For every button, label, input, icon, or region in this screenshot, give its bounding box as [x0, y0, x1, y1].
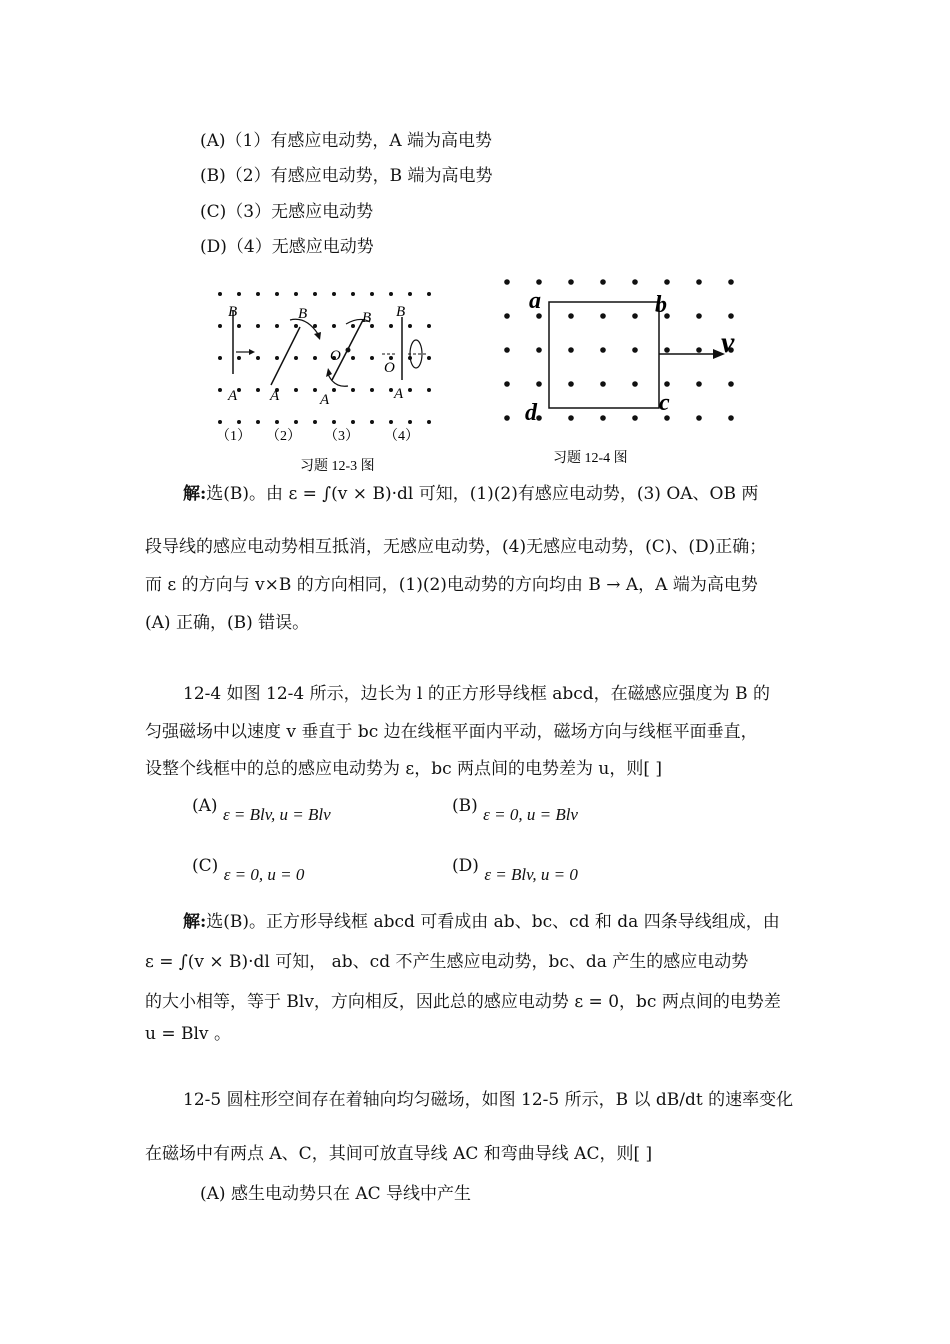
field-dot	[536, 279, 542, 285]
field-dot	[370, 356, 374, 360]
option-12-3-c: (C)（3）无感应电动势	[200, 202, 374, 222]
field-dot	[237, 292, 241, 296]
field-dot	[600, 347, 606, 353]
field-dot	[504, 347, 510, 353]
field-dot	[427, 356, 431, 360]
field-dot	[256, 356, 260, 360]
field-dot	[313, 420, 317, 424]
fig123-label-b4: B	[396, 304, 406, 320]
figure-12-3	[200, 282, 440, 472]
fig123-label-b2: B	[298, 306, 308, 322]
field-dot	[351, 356, 355, 360]
fig123-label-a3: A	[320, 392, 330, 408]
option-12-4-b: (B) ε = 0, u = Blv	[452, 796, 578, 824]
field-dot	[313, 292, 317, 296]
solution-12-3-line-3: 而 ε 的方向与 v×B 的方向相同，(1)(2)电动势的方向均由 B → A，A 端为高电势	[145, 575, 758, 595]
option-12-3-b: (B)（2）有感应电动势，B 端为高电势	[200, 166, 493, 186]
field-dot	[632, 279, 638, 285]
field-dot	[696, 415, 702, 421]
field-dot	[600, 313, 606, 319]
fig123-label-b3: B	[362, 310, 372, 326]
question-12-4-line-3: 设整个线框中的总的感应电动势为 ε，bc 两点间的电势差为 u，则[ ]	[145, 759, 663, 779]
solution-12-4-line-3: 的大小相等，等于 Blv，方向相反，因此总的感应电动势 ε = 0，bc 两点间的电势差	[145, 992, 781, 1012]
field-dot	[664, 415, 670, 421]
field-dot	[237, 388, 241, 392]
field-dot	[632, 415, 638, 421]
field-dot	[536, 347, 542, 353]
field-dot	[696, 347, 702, 353]
field-dot	[504, 313, 510, 319]
field-dot	[568, 415, 574, 421]
field-dot	[370, 388, 374, 392]
field-dot	[664, 279, 670, 285]
field-dot	[332, 388, 336, 392]
fig123-label-b1: B	[228, 304, 238, 320]
field-dot	[696, 381, 702, 387]
field-dot	[237, 324, 241, 328]
field-dot	[256, 420, 260, 424]
option-12-3-a: (A)（1）有感应电动势，A 端为高电势	[200, 131, 493, 151]
field-dot	[370, 292, 374, 296]
field-dot	[237, 356, 241, 360]
field-dot	[664, 381, 670, 387]
field-dot	[568, 381, 574, 387]
field-dot	[218, 388, 222, 392]
field-dot	[275, 292, 279, 296]
field-dot	[294, 324, 298, 328]
option-12-4-d: (D) ε = Blv, u = 0	[452, 856, 578, 884]
field-dot	[332, 420, 336, 424]
field-dot	[351, 324, 355, 328]
field-dot	[389, 388, 393, 392]
field-dot	[351, 292, 355, 296]
field-dot	[332, 292, 336, 296]
field-dot	[275, 420, 279, 424]
solution-12-3-line-1: 解:选(B)。由 ε = ∫(v × B)·dl 可知，(1)(2)有感应电动势，(3) OA、OB 两	[183, 484, 759, 504]
fig124-caption: 习题 12-4 图	[553, 451, 628, 466]
field-dot	[427, 292, 431, 296]
field-dot	[294, 388, 298, 392]
fig123-panel-2: （2）	[266, 429, 301, 444]
field-dot	[600, 381, 606, 387]
field-dot	[332, 324, 336, 328]
field-dot	[632, 313, 638, 319]
field-dot	[313, 356, 317, 360]
question-12-5-line-2: 在磁场中有两点 A、C，其间可放直导线 AC 和弯曲导线 AC，则[ ]	[145, 1144, 653, 1164]
fig123-label-a2: A	[270, 388, 280, 404]
field-dot	[728, 279, 734, 285]
option-12-5-a: (A) 感生电动势只在 AC 导线中产生	[200, 1184, 472, 1204]
solution-12-4-line-4: u = Blv 。	[145, 1024, 231, 1044]
field-dot	[632, 381, 638, 387]
field-dot	[568, 313, 574, 319]
fig123-label-o4: O	[384, 360, 395, 376]
corner-c: c	[659, 390, 670, 416]
field-dot	[536, 381, 542, 387]
field-dot	[218, 356, 222, 360]
field-dot	[256, 292, 260, 296]
field-dot	[218, 292, 222, 296]
field-dot	[536, 313, 542, 319]
option-12-4-a: (A) ε = Blv, u = Blv	[192, 796, 331, 824]
fig123-label-a1: A	[228, 388, 238, 404]
question-12-5-line-1: 12-5 圆柱形空间存在着轴向均匀磁场，如图 12-5 所示，B 以 dB/dt 的速率变化	[183, 1090, 794, 1110]
solution-12-4-line-1: 解:选(B)。正方形导线框 abcd 可看成由 ab、bc、cd 和 da 四条导线组成，由	[183, 912, 780, 932]
field-dot	[218, 420, 222, 424]
solution-12-3-line-4: (A) 正确，(B) 错误。	[145, 613, 310, 633]
solution-12-3-line-2: 段导线的感应电动势相互抵消，无感应电动势，(4)无感应电动势，(C)、(D)正确；	[145, 537, 767, 557]
corner-d: d	[525, 400, 537, 426]
field-dot	[664, 347, 670, 353]
figure-12-4	[495, 270, 755, 470]
option-12-3-d: (D)（4）无感应电动势	[200, 237, 374, 257]
field-dot	[504, 279, 510, 285]
field-dot	[389, 324, 393, 328]
fig123-panel-3: （3）	[324, 429, 359, 444]
field-dot	[427, 388, 431, 392]
field-dot	[728, 381, 734, 387]
fig123-caption: 习题 12-3 图	[300, 459, 375, 472]
field-dot	[237, 420, 241, 424]
field-dot	[427, 420, 431, 424]
field-dot	[568, 347, 574, 353]
field-dot	[275, 324, 279, 328]
fig123-label-a4: A	[394, 386, 404, 402]
field-dot	[313, 388, 317, 392]
field-dot	[275, 356, 279, 360]
field-dot	[408, 292, 412, 296]
field-dot	[600, 279, 606, 285]
field-dot	[389, 420, 393, 424]
field-dot	[536, 415, 542, 421]
field-dot	[696, 313, 702, 319]
field-dot	[408, 420, 412, 424]
field-dot	[568, 279, 574, 285]
solution-label: 解:	[183, 484, 207, 504]
corner-b: b	[655, 292, 667, 318]
field-dot	[728, 313, 734, 319]
field-dot	[504, 381, 510, 387]
field-dot	[294, 420, 298, 424]
field-dot	[728, 415, 734, 421]
option-12-4-c: (C) ε = 0, u = 0	[192, 856, 305, 884]
field-dot	[351, 420, 355, 424]
question-12-4-line-2: 匀强磁场中以速度 v 垂直于 bc 边在线框平面内平动，磁场方向与线框平面垂直，	[145, 722, 758, 742]
field-dot	[256, 324, 260, 328]
field-dot	[351, 388, 355, 392]
field-dot	[294, 356, 298, 360]
field-dot	[504, 415, 510, 421]
field-dot	[256, 388, 260, 392]
field-dot	[370, 420, 374, 424]
field-dot	[294, 292, 298, 296]
field-dot	[389, 292, 393, 296]
corner-a: a	[529, 288, 541, 314]
field-dot	[427, 324, 431, 328]
field-dot	[632, 347, 638, 353]
question-12-4-line-1: 12-4 如图 12-4 所示，边长为 l 的正方形导线框 abcd，在磁感应强度为 B 的	[183, 684, 770, 704]
field-dot	[218, 324, 222, 328]
fig123-panel-4: （4）	[384, 429, 419, 444]
solution-12-4-line-2: ε = ∫(v × B)·dl 可知， ab、cd 不产生感应电动势，bc、da 产生的感应电动势	[145, 952, 749, 972]
fig123-label-o3: O	[330, 348, 341, 364]
field-dot	[696, 279, 702, 285]
velocity-label: v	[721, 326, 735, 359]
field-dot	[600, 415, 606, 421]
solution-label: 解:	[183, 912, 207, 932]
field-dot	[408, 324, 412, 328]
fig123-panel-1: （1）	[216, 429, 251, 444]
field-dot	[408, 388, 412, 392]
